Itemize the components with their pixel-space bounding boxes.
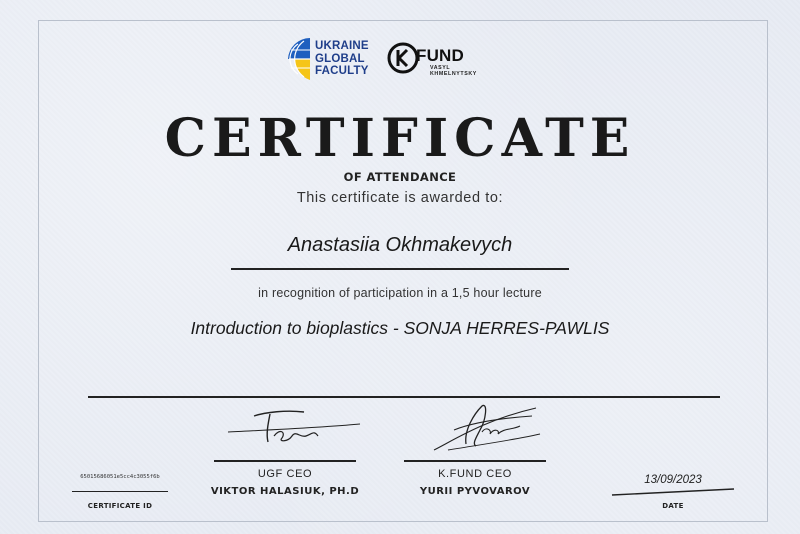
certificate-title: CERTIFICATE: [164, 108, 636, 169]
kfund-ceo-signature: [424, 400, 554, 460]
ugf-globe-icon: [286, 36, 314, 82]
kfund-ceo-name: YURII PYVOVAROV: [419, 486, 531, 497]
date-underline: [610, 487, 736, 497]
ugf-ceo-name: VIKTOR HALASIUK, PH.D: [210, 486, 360, 497]
certificate-border: [38, 20, 768, 522]
lecture-title: Introduction to bioplastics - SONJA HERRES-PAWLIS: [190, 318, 610, 338]
ugf-logo-text: [315, 40, 369, 78]
certificate-date: 13/09/2023: [644, 474, 702, 486]
ugf-ceo-role: UGF CEO: [257, 468, 313, 480]
ugf-logo: [286, 36, 376, 84]
awarded-text: This certificate is awarded to:: [296, 190, 504, 206]
recipient-name: Anastasiia Okhmakevych: [287, 234, 513, 256]
date-label: DATE: [662, 502, 684, 510]
kfund-logo-sub-line-1: VASYL: [430, 65, 451, 71]
kfund-logo: [386, 40, 506, 80]
ugf-ceo-signature-line: [214, 460, 356, 462]
ugf-logo-line-2: GLOBAL: [315, 52, 365, 65]
certificate-id-label: CERTIFICATE ID: [87, 502, 153, 510]
certificate-id: 65015686051e5cc4c3055f6b: [80, 474, 160, 480]
kfund-logo-subtitle: [430, 65, 477, 77]
certificate-subtitle: OF ATTENDANCE: [343, 170, 457, 184]
kfund-ceo-signature-line: [404, 460, 546, 462]
logos-row: [0, 34, 800, 84]
kfund-k-circle-icon: [386, 41, 420, 75]
kfund-ceo-role: K.FUND CEO: [438, 468, 512, 480]
kfund-logo-sub-line-2: KHMELNYTSKY: [430, 71, 477, 77]
certificate-id-line: [72, 491, 168, 492]
signature-divider: [88, 396, 720, 398]
ugf-ceo-signature: [226, 402, 366, 452]
ugf-logo-line-1: UKRAINE: [315, 40, 369, 52]
kfund-logo-name: FUND: [416, 46, 465, 65]
recipient-underline: [231, 268, 569, 270]
ugf-logo-line-3: FACULTY: [315, 65, 369, 77]
recognition-text: in recognition of participation in a 1,5 hour lecture: [258, 286, 542, 300]
